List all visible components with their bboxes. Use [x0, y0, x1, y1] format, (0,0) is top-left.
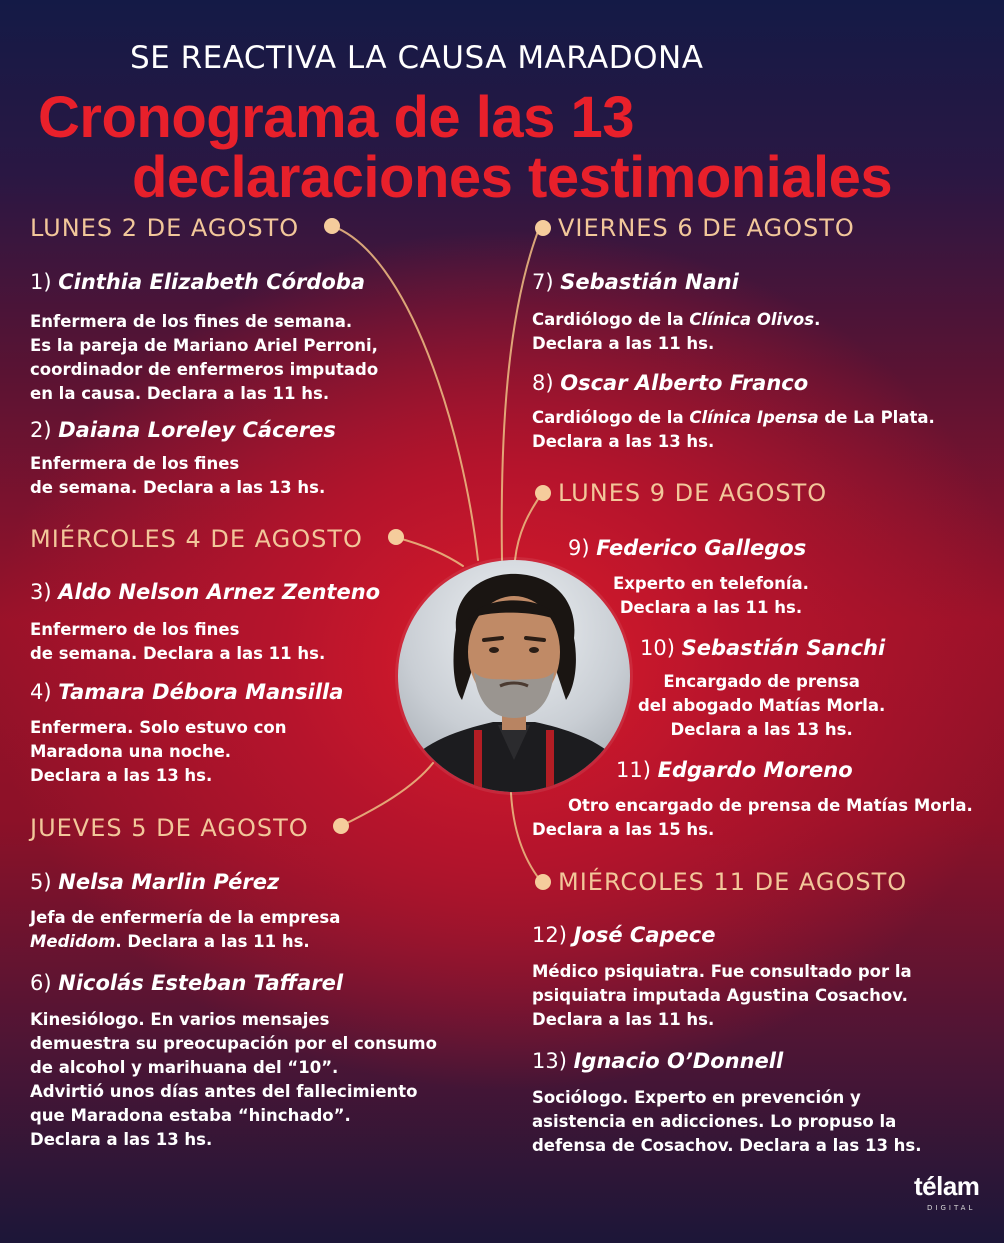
kicker-headline: SE REACTIVA LA CAUSA MARADONA	[130, 40, 704, 76]
witness-desc-8: Cardiólogo de la Clínica Ipensa de La Plata. Declara a las 13 hs.	[532, 408, 935, 451]
timeline-dot-icon	[388, 529, 404, 545]
witness-name-5: 5) Nelsa Marlin Pérez	[30, 870, 280, 894]
witness-desc-3: Enfermero de los fines de semana. Declara a las 11 hs.	[30, 620, 326, 663]
timeline-dot-icon	[535, 874, 551, 890]
witness-desc-5: Jefa de enfermería de la empresa Medidom. Declara a las 11 hs.	[30, 908, 341, 951]
day-label-lunes-9: LUNES 9 DE AGOSTO	[558, 479, 828, 507]
witness-name-13: 13) Ignacio O’Donnell	[532, 1049, 784, 1073]
day-label-lunes-2: LUNES 2 DE AGOSTO	[30, 214, 300, 242]
portrait-photo	[398, 560, 630, 792]
witness-name-1: 1) Cinthia Elizabeth Córdoba	[30, 270, 366, 294]
witness-name-2: 2) Daiana Loreley Cáceres	[30, 418, 336, 442]
title-line-2: declaraciones testimoniales	[132, 145, 893, 210]
witness-desc-4: Enfermera. Solo estuvo con Maradona una noche. Declara a las 13 hs.	[30, 718, 287, 785]
telam-logo: télam	[914, 1171, 980, 1201]
connector-lunes-9	[515, 492, 543, 560]
witness-name-11: 11) Edgardo Moreno	[616, 758, 853, 782]
witness-desc-7: Cardiólogo de la Clínica Olivos. Declara a las 11 hs.	[532, 310, 821, 353]
day-label-viernes-6: VIERNES 6 DE AGOSTO	[558, 214, 855, 242]
witness-desc-2: Enfermera de los fines de semana. Declara a las 13 hs.	[30, 454, 326, 497]
witness-desc-9: Experto en telefonía. Declara a las 11 hs.	[613, 574, 809, 617]
timeline-dot-icon	[324, 218, 340, 234]
witness-name-9: 9) Federico Gallegos	[568, 536, 807, 560]
day-label-miercoles-4: MIÉRCOLES 4 DE AGOSTO	[30, 525, 363, 553]
witness-desc-10: Encargado de prensa del abogado Matías Morla. Declara a las 13 hs.	[638, 672, 886, 739]
witness-name-6: 6) Nicolás Esteban Taffarel	[30, 971, 344, 995]
witness-name-10: 10) Sebastián Sanchi	[640, 636, 886, 660]
connector-jueves-5	[341, 763, 433, 826]
witness-name-12: 12) José Capece	[532, 923, 716, 947]
witness-desc-11: Otro encargado de prensa de Matías Morla. Declara a las 15 hs.	[532, 796, 973, 839]
witness-desc-12: Médico psiquiatra. Fue consultado por la psiquiatra imputada Agustina Cosachov. Declara a las 11 hs.	[532, 962, 912, 1029]
witness-name-8: 8) Oscar Alberto Franco	[532, 371, 809, 395]
witness-desc-1: Enfermera de los fines de semana. Es la pareja de Mariano Ariel Perroni, coordinador de enfermeros imputado en la causa. Declara a las 11 hs.	[30, 312, 379, 403]
timeline-dot-icon	[333, 818, 349, 834]
timeline-dot-icon	[535, 220, 551, 236]
witness-desc-13: Sociólogo. Experto en prevención y asistencia en adicciones. Lo propuso la defensa de Cosachov. Declara a las 13 hs.	[532, 1088, 922, 1155]
witness-name-7: 7) Sebastián Nani	[532, 270, 739, 294]
connector-miercoles-4	[398, 538, 463, 566]
witness-name-3: 3) Aldo Nelson Arnez Zenteno	[30, 580, 381, 604]
infographic	[8, 8, 996, 1235]
day-label-miercoles-11: MIÉRCOLES 11 DE AGOSTO	[558, 868, 908, 896]
witness-desc-6: Kinesiólogo. En varios mensajes demuestra su preocupación por el consumo de alcohol y marihuana del “10”. Advirtió unos días antes del fallecimiento que Maradona estaba “hinchado”. Declara a las 13 hs.	[30, 1010, 437, 1149]
telam-logo-subtitle: DIGITAL	[927, 1204, 976, 1212]
witness-name-4: 4) Tamara Débora Mansilla	[30, 680, 344, 704]
title-line-1: Cronograma de las 13	[38, 85, 634, 150]
day-label-jueves-5: JUEVES 5 DE AGOSTO	[30, 814, 309, 842]
timeline-dot-icon	[535, 485, 551, 501]
portrait-illustration	[398, 560, 630, 792]
